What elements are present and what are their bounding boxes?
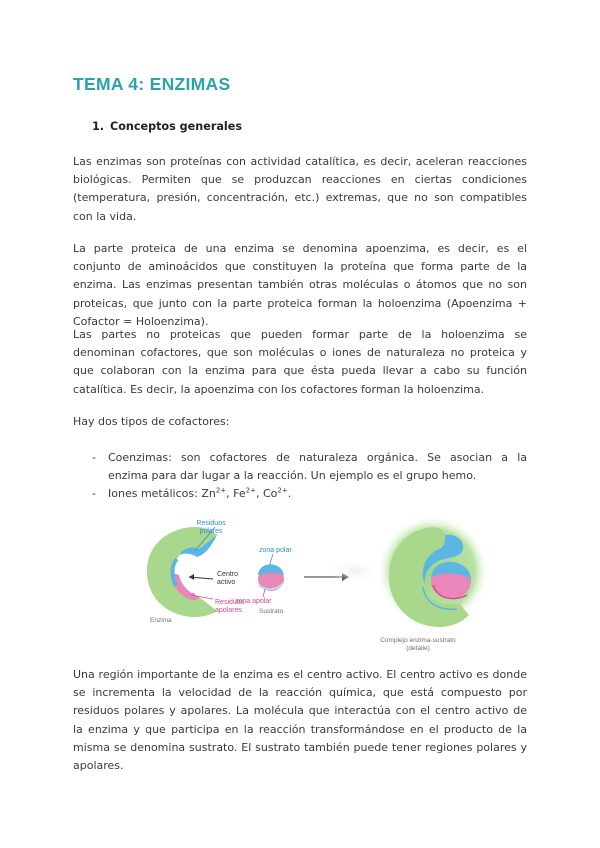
- text-line: denominan cofactores, que son moléculas o iones de naturaleza no proteica y: [73, 346, 527, 360]
- enzyme-substrate-figure: [133, 515, 531, 653]
- residuos-polares-label: Residuos polares: [196, 520, 226, 535]
- complex-illustration: [329, 515, 489, 652]
- text-line: apolares.: [73, 759, 124, 773]
- text-line: misma se denomina sustrato. El sustrato también puede tener regiones polares y: [73, 740, 527, 754]
- text-line: con la vida.: [73, 209, 137, 223]
- enzima-label: Enzima: [150, 617, 172, 624]
- text-line: enzima para dar lugar a la reacción. Un ejemplo es el grupo hemo.: [108, 469, 477, 483]
- text-line: Una región importante de la enzima es el centro activo. El centro activo es donde: [73, 668, 527, 681]
- text-line: conjunto de aminoácidos que constituyen la proteína que forma parte de la: [73, 260, 527, 274]
- text-line: la enzima y que participa en la reacción transformándose en el producto de la: [73, 722, 527, 736]
- text-line: Hay dos tipos de cofactores:: [73, 415, 230, 428]
- enzyme-body: [147, 527, 217, 617]
- paragraph-apoenzima: [73, 240, 527, 331]
- zona-polar-label: zona polar: [259, 547, 292, 554]
- section-number: 1.: [92, 120, 105, 133]
- text-line: residuos polares y apolares. La molécula que interactúa con el centro activo de: [73, 704, 527, 718]
- list-item: [92, 485, 527, 503]
- paragraph-centro-activo: [73, 666, 527, 775]
- text-line: proteicas, que junto con la parte proteica forman la holoenzima (Apoenzima +: [73, 296, 527, 310]
- text-line: Las enzimas son proteínas con actividad catalítica, es decir, aceleran reacciones: [73, 155, 527, 168]
- substrate-illustration: [235, 547, 292, 615]
- paragraph-intro: [73, 153, 527, 226]
- text-line: biológicas. Permiten que se produzcan reacciones en ciertas condiciones: [73, 173, 527, 187]
- text-line: catalítica. Es decir, la apoenzima con los cofactores forman la holoenzima.: [73, 382, 485, 396]
- text-line: Coenzimas: son cofactores de naturaleza orgánica. Se asocian a la: [108, 451, 527, 464]
- section-heading: [92, 120, 242, 133]
- ion-iron: $Fe^{2+}$,: [233, 486, 263, 501]
- complejo-label: Complejo enzima-sustrato (detalle): [380, 637, 456, 652]
- bullet-dash: -: [92, 451, 96, 464]
- ion-zinc: $Zn^{2+}$,: [201, 486, 234, 501]
- ions-label: Iones metálicos:: [108, 487, 202, 501]
- text-line: enzima. Las enzimas presentan también otras moléculas o átomos que no son: [73, 278, 527, 292]
- paragraph-cofactores: [73, 326, 527, 399]
- list-item: [92, 449, 527, 485]
- text-line: Las partes no proteicas que pueden formar parte de la holoenzima se: [73, 328, 527, 341]
- text-line: Cofactor = Holoenzima).: [73, 314, 209, 328]
- page-title: TEMA 4: ENZIMAS: [73, 74, 231, 94]
- text-line: que colaboran con la enzima para que ésta pueda llevar a cabo su función: [73, 364, 527, 378]
- centro-activo-label: Centro activo: [217, 571, 239, 586]
- sustrato-label: Sustrato: [259, 608, 284, 615]
- cofactor-list: [92, 449, 527, 504]
- zona-apolar-label: zona apolar: [235, 598, 272, 605]
- residuos-apolares-label: Residuos apolares: [215, 599, 245, 614]
- text-line: La parte proteica de una enzima se denomina apoenzima, es decir, es el: [73, 242, 527, 255]
- enzyme-illustration: [147, 520, 245, 624]
- section-label: Conceptos generales: [110, 120, 242, 133]
- paragraph-tipos: [73, 413, 527, 431]
- text-line: [108, 485, 527, 503]
- text-line: se incrementa la velocidad de la reacción química, que está compuesto por: [73, 686, 527, 700]
- ion-cobalt: $Co^{2+}$.: [262, 486, 292, 501]
- bullet-dash: -: [92, 487, 96, 501]
- text-line: (temperatura, presión, concentración, etc.) extremas, que no son compatibles: [73, 191, 527, 205]
